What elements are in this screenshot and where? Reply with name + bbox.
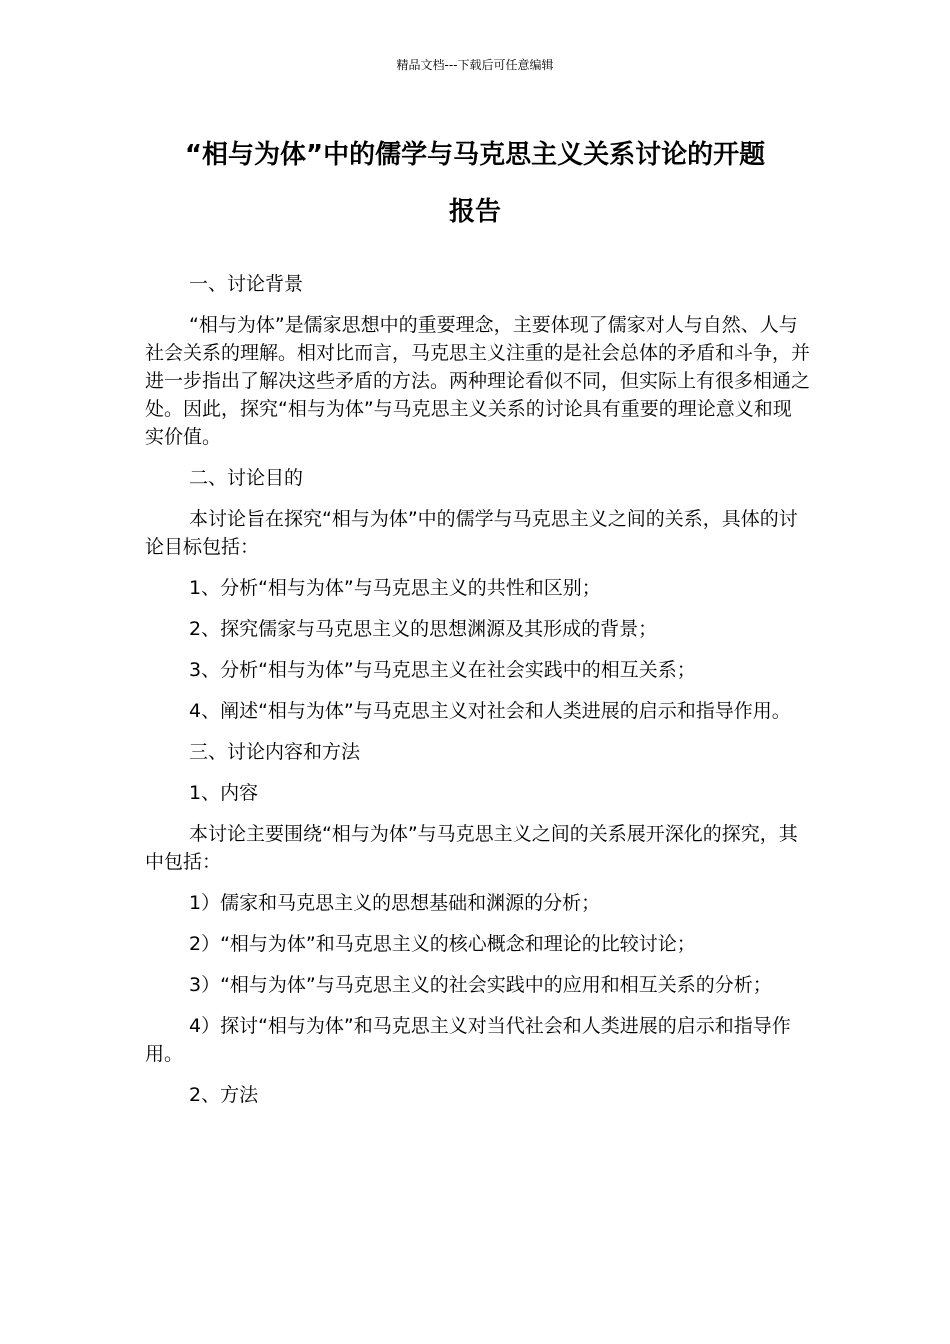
list-item-goal-4: 4、阐述“相与为体”与马克思主义对社会和人类进展的启示和指导作用。 <box>189 700 791 722</box>
header-note: 精品文档---下载后可任意编辑 <box>396 58 554 72</box>
list-item-goal-3: 3、分析“相与为体”与马克思主义在社会实践中的相互关系； <box>189 659 696 681</box>
list-item-content-1: 1）儒家和马克思主义的思想基础和渊源的分析； <box>189 892 601 914</box>
list-item-goal-2: 2、探究儒家与马克思主义的思想渊源及其形成的背景； <box>189 618 658 640</box>
subheading-content: 1、内容 <box>189 782 259 804</box>
section-heading-content-method: 三、讨论内容和方法 <box>189 741 361 763</box>
document-title-line-1: “相与为体”中的儒学与马克思主义关系讨论的开题 <box>184 140 766 170</box>
list-item-content-3: 3）“相与为体”与马克思主义的社会实践中的应用和相互关系的分析； <box>189 974 772 996</box>
section-heading-purpose: 二、讨论目的 <box>189 467 304 489</box>
list-item-content-4: 4）探讨“相与为体”和马克思主义对当代社会和人类进展的启示和指导作用。 <box>145 1015 791 1065</box>
list-item-content-2: 2）“相与为体”和马克思主义的核心概念和理论的比较讨论； <box>189 933 696 955</box>
list-item-goal-1: 1、分析“相与为体”与马克思主义的共性和区别； <box>189 577 601 599</box>
paragraph-purpose: 本讨论旨在探究“相与为体”中的儒学与马克思主义之间的关系，具体的讨论目标包括： <box>145 508 798 558</box>
document-body <box>145 270 810 1122</box>
document-title-line-2: 报告 <box>448 197 501 227</box>
paragraph-background: “相与为体”是儒家思想中的重要理念，主要体现了儒家对人与自然、人与社会关系的理解。相对比而言，马克思主义注重的是社会总体的矛盾和斗争，并进一步指出了解决这些矛盾的方法。两种理论看似不同，但实际上有很多相通之处。因此，探究“相与为体”与马克思主义关系的讨论具有重要的理论意义和现实价值。 <box>145 314 811 448</box>
subheading-method: 2、方法 <box>189 1084 259 1106</box>
paragraph-content: 本讨论主要围绕“相与为体”与马克思主义之间的关系展开深化的探究，其中包括： <box>145 823 798 873</box>
section-heading-background: 一、讨论背景 <box>189 273 304 295</box>
